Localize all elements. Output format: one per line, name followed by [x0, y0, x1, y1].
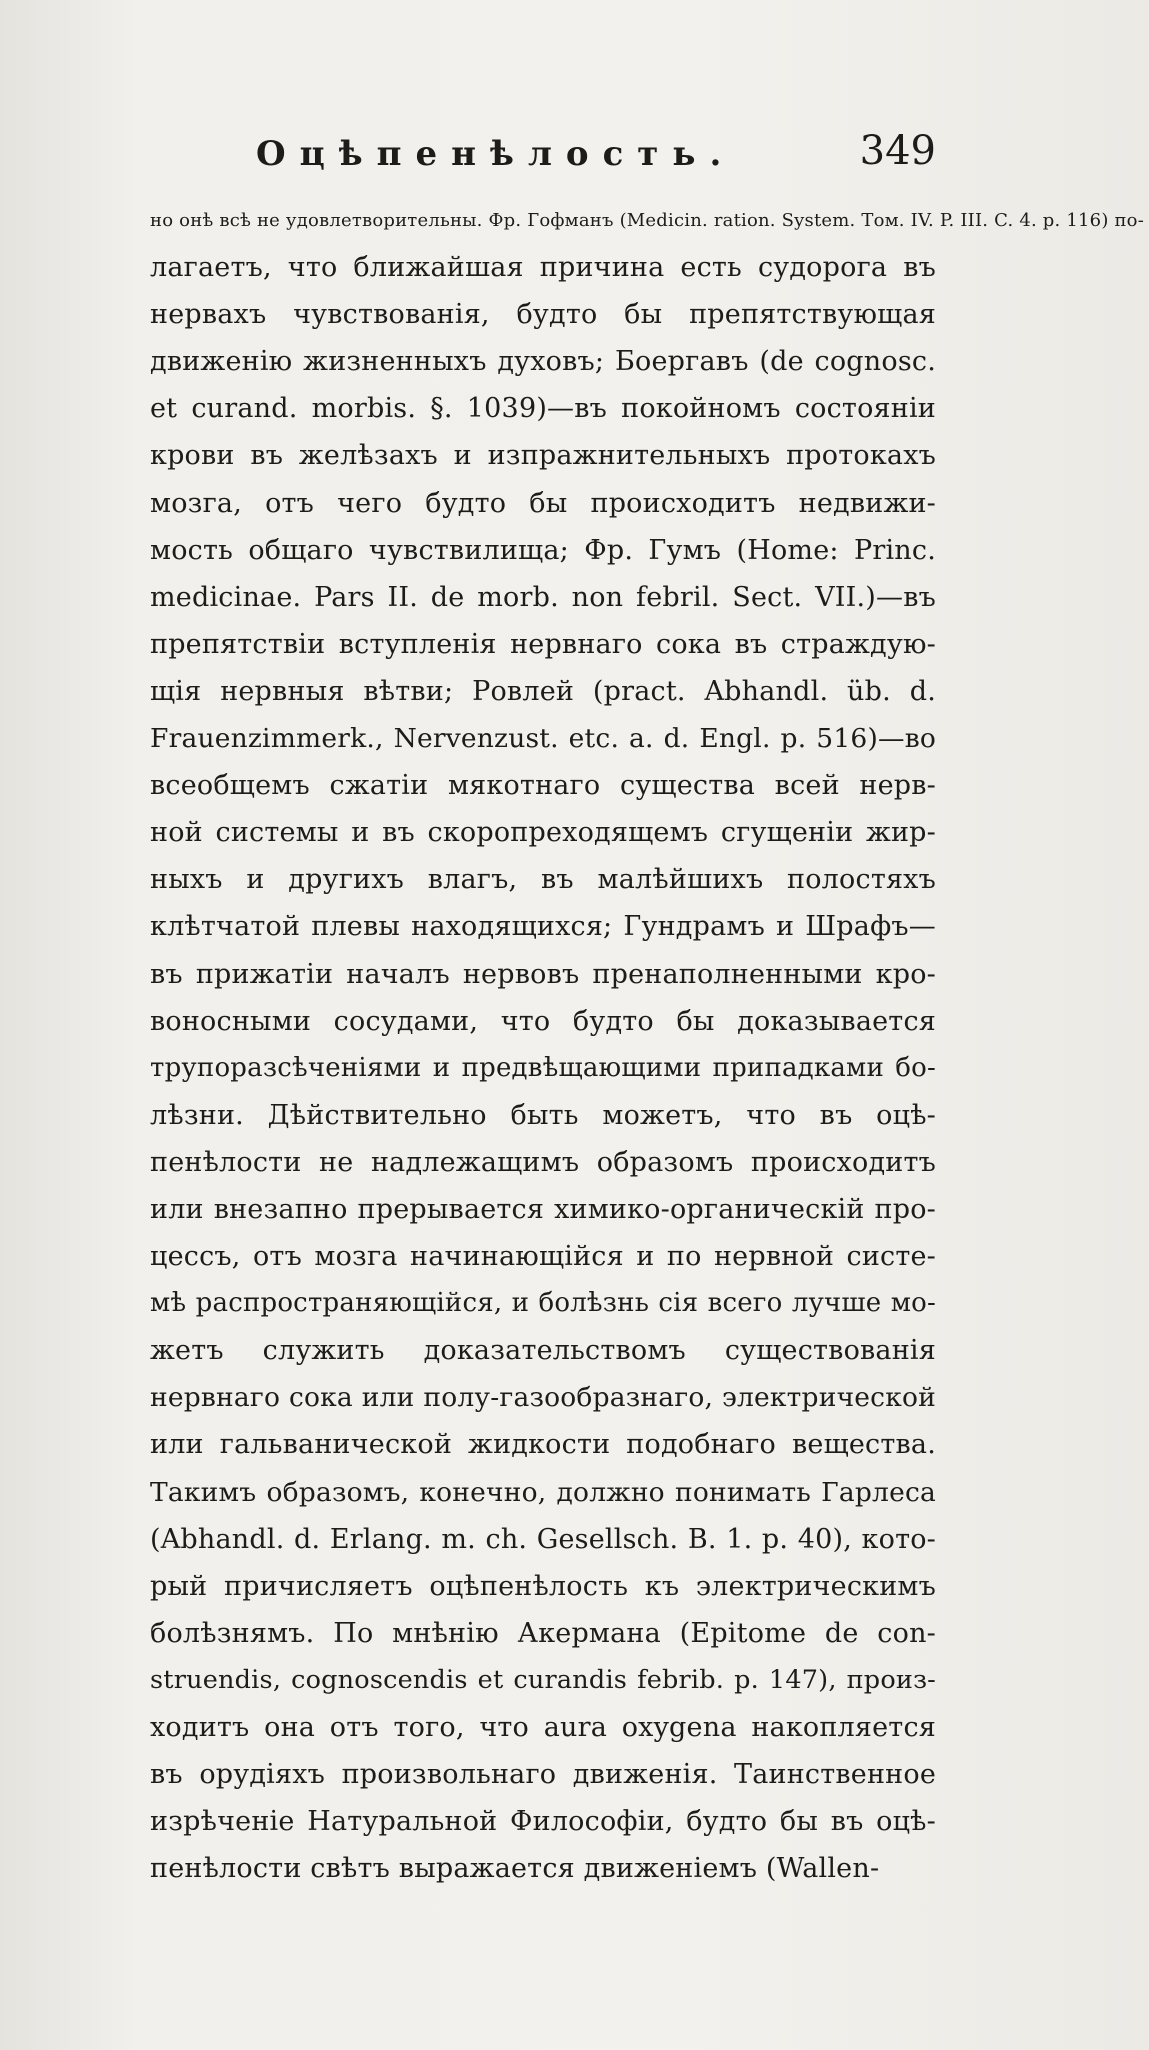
text-line: ной системы и въ скоропреходящемъ сгущеніи жир- [150, 817, 936, 849]
text-line: Frauenzimmerk., Nervenzust. etc. a. d. Engl. p. 516)—во [150, 723, 936, 755]
text-line: движенію жизненныхъ духовъ; Боергавъ (de cognosc. [150, 346, 936, 378]
text-line: воносными сосудами, что будто бы доказывается [150, 1005, 936, 1037]
text-line: щія нервныя вѣтви; Ровлей (pract. Abhandl. üb. d. [150, 675, 936, 707]
text-line: въ орудіяхъ произвольнаго движенія. Таинственное [150, 1759, 936, 1791]
text-line: et curand. morbis. §. 1039)—въ покойномъ состояніи [150, 393, 936, 425]
text-line: лѣзни. Дѣйствительно быть можетъ, что въ оцѣ- [150, 1099, 936, 1131]
text-line: нервахъ чувствованія, будто бы препятствующая [150, 299, 936, 331]
text-line: препятствіи вступленія нервнаго сока въ страждую- [150, 628, 936, 660]
text-line: всеобщемъ сжатіи мякотнаго существа всей нерв- [150, 770, 936, 802]
text-line: мость общаго чувствилища; Фр. Гумъ (Home: Princ. [150, 534, 936, 566]
page-number: 349 [859, 128, 936, 174]
text-line: пенѣлости свѣтъ выражается движеніемъ (Wallen- [150, 1853, 880, 1885]
text-line: пенѣлости не надлежащимъ образомъ происходитъ [150, 1146, 936, 1178]
text-line: или гальванической жидкости подобнаго вещества. [150, 1429, 936, 1461]
text-line: мозга, отъ чего будто бы происходитъ недвижи- [150, 487, 936, 519]
text-line: medicinae. Pars II. de morb. non febril. Sect. VII.)—въ [150, 581, 936, 613]
text-line: рый причисляетъ оцѣпенѣлость къ электрическимъ [150, 1570, 936, 1602]
text-line: ходитъ она отъ того, что aura oxygena накопляется [150, 1712, 936, 1743]
text-line: болѣзнямъ. По мнѣнію Акермана (Epitome de con- [150, 1617, 936, 1649]
text-line: но онѣ всѣ не удовлетворительны. Фр. Гофманъ (Medicin. ration. System. Том. IV. P. III. C. 4. p. 116) по- [150, 210, 1144, 231]
page-header [256, 128, 936, 188]
text-line: клѣтчатой плевы находящихся; Гундрамъ и Шрафъ— [150, 911, 936, 943]
running-title: Оцѣпенѣлость. [256, 134, 736, 174]
text-line: или внезапно прерывается химико-органическій про- [150, 1193, 936, 1225]
body-text [150, 197, 1144, 1892]
text-line: жетъ служить доказательствомъ существованія [150, 1335, 936, 1367]
text-line: (Abhandl. d. Erlang. m. ch. Gesellsch. B. 1. p. 40), кото- [150, 1523, 936, 1555]
text-line: лагаетъ, что ближайшая причина есть судорога въ [150, 252, 936, 284]
text-line: ныхъ и другихъ влагъ, въ малѣйшихъ полостяхъ [150, 864, 936, 896]
text-line: крови въ желѣзахъ и изпражнительныхъ протокахъ [150, 440, 936, 472]
text-line: въ прижатіи началъ нервовъ пренаполненными кро- [150, 958, 936, 990]
text-line: Такимъ образомъ, конечно, должно понимать Гарлеса [150, 1476, 936, 1508]
text-line: мѣ распространяющійся, и болѣзнь сія всего лучше мо- [150, 1288, 936, 1319]
text-line: нервнаго сока или полу-газообразнаго, электрической [150, 1382, 936, 1414]
text-line: struendis, cognoscendis et curandis febrib. p. 147), произ- [150, 1664, 936, 1695]
text-line: цессъ, отъ мозга начинающійся и по нервной систе- [150, 1241, 936, 1273]
text-line: трупоразсѣченіями и предвѣщающими припадками бо- [150, 1052, 936, 1083]
text-line: изрѣченіе Натуральной Философіи, будто бы въ оцѣ- [150, 1806, 936, 1838]
